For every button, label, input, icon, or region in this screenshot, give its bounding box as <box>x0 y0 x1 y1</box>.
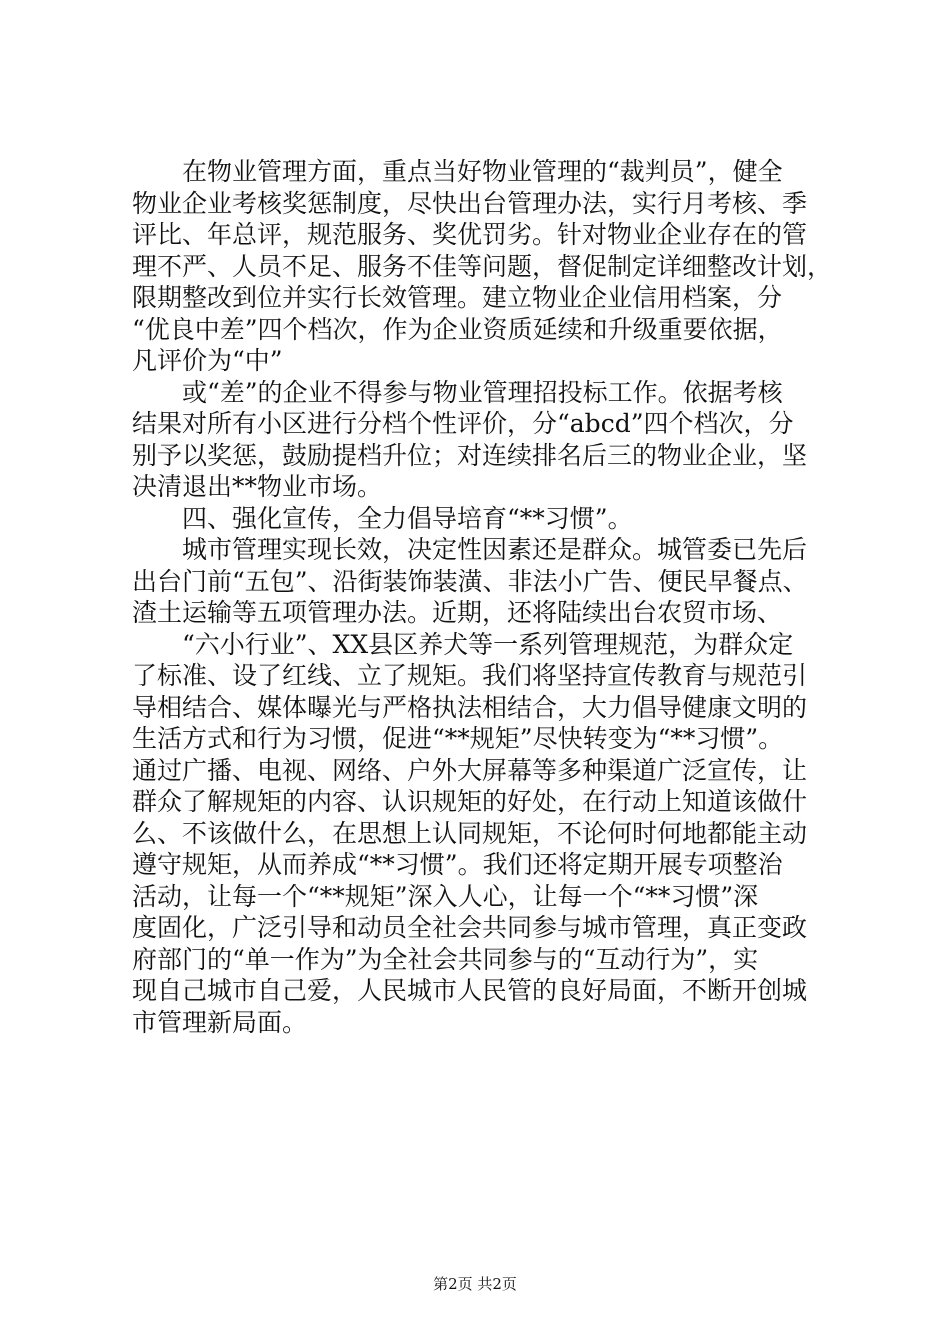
text-line: 活动，让每一个“**规矩”深入人心，让每一个“**习惯”深 <box>132 881 759 911</box>
text-line: 渣土运输等五项管理办法。近期，还将陆续出台农贸市场、 <box>132 598 783 627</box>
text-line: 凡评价为“中” <box>132 346 283 375</box>
text-line: 物业企业考核奖惩制度，尽快出台管理办法，实行月考核、季 <box>132 188 808 218</box>
page-footer: 第2页 共2页 <box>433 1275 517 1293</box>
text-line: 限期整改到位并实行长效管理。建立物业企业信用档案，分 <box>132 283 783 312</box>
text-line: 了标准、设了红线、立了规矩。我们将坚持宣传教育与规范引 <box>132 661 808 690</box>
text-line: 现自己城市自己爱，人民城市人民管的良好局面，不断开创城 <box>132 976 808 1005</box>
text-line: “优良中差”四个档次，作为企业资质延续和升级重要依据， <box>132 314 783 344</box>
text-line: 遵守规矩，从而养成“**习惯”。我们还将定期开展专项整治 <box>132 850 783 879</box>
text-line: 府部门的“单一作为”为全社会共同参与的“互动行为”，实 <box>132 944 759 974</box>
text-line: 或“差”的企业不得参与物业管理招投标工作。依据考核 <box>132 377 783 407</box>
text-line: 导相结合、媒体曝光与严格执法相结合，大力倡导健康文明的 <box>132 692 808 722</box>
text-line: 么、不该做什么，在思想上认同规矩，不论何时何地都能主动 <box>132 818 808 848</box>
text-line: 结果对所有小区进行分档个性评价，分“abcd”四个档次，分 <box>132 409 794 438</box>
text-line: 度固化，广泛引导和动员全社会共同参与城市管理，真正变政 <box>132 913 808 942</box>
text-line: 理不严、人员不足、服务不佳等问题，督促制定详细整改计划， <box>132 251 832 281</box>
text-line: “六小行业”、XX县区养犬等一系列管理规范，为群众定 <box>132 629 794 659</box>
text-line: 在物业管理方面，重点当好物业管理的“裁判员”，健全 <box>132 157 783 186</box>
text-line: 评比、年总评，规范服务、奖优罚劣。针对物业企业存在的管 <box>132 220 808 249</box>
body-text <box>132 156 832 1038</box>
text-line: 城市管理实现长效，决定性因素还是群众。城管委已先后 <box>132 535 808 564</box>
text-line: 出台门前“五包”、沿街装饰装潢、非法小广告、便民早餐点、 <box>132 566 808 596</box>
text-line: 四、强化宣传，全力倡导培育“**习惯”。 <box>132 503 633 533</box>
text-line: 别予以奖惩，鼓励提档升位；对连续排名后三的物业企业，坚 <box>132 440 808 470</box>
text-line: 群众了解规矩的内容、认识规矩的好处，在行动上知道该做什 <box>132 787 808 816</box>
text-line: 市管理新局面。 <box>132 1007 308 1037</box>
text-line: 决清退出**物业市场。 <box>132 472 383 501</box>
text-line: 生活方式和行为习惯，促进“**规矩”尽快转变为“**习惯”。 <box>132 724 784 753</box>
text-line: 通过广播、电视、网络、户外大屏幕等多种渠道广泛宣传，让 <box>132 755 808 785</box>
